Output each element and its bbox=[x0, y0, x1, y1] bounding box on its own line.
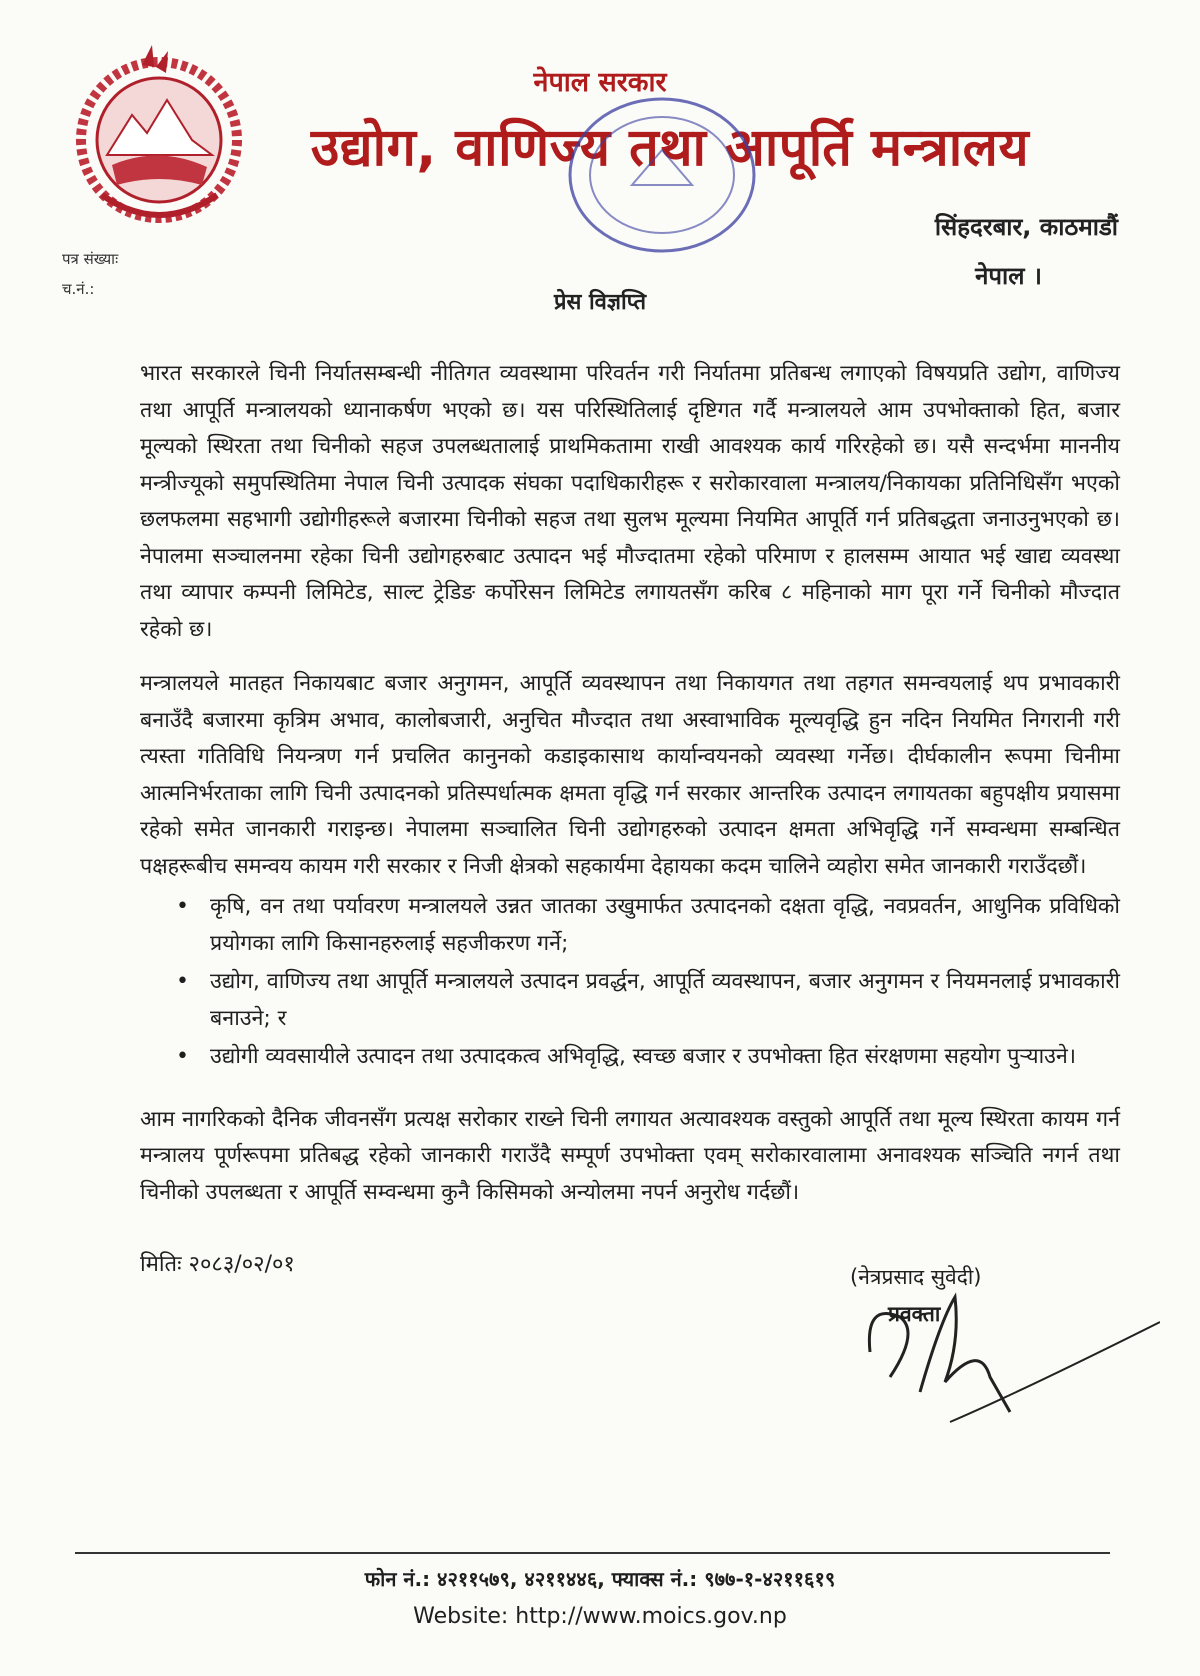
paragraph-2: मन्त्रालयले मातहत निकायबाट बजार अनुगमन, आपूर्ति व्यवस्थापन तथा निकायगत तथा तहगत समन्वयलाई थप प्रभावकारी बनाउँदै बजारमा कृत्रिम अभाव, कालोबजारी, अनुचित मौज्दात तथा अस्वाभाविक मूल्यवृद्धि हुन नदिन नियमित निगरानी गरी त्यस्ता गतिविधि नियन्त्रण गर्न प्रचलित कानुनको कडाइकासाथ कार्यान्वयनको व्यवस्था गर्नेछ। दीर्घकालीन रूपमा चिनीमा आत्मनिर्भरताका लागि चिनी उत्पादनको प्रतिस्पर्धात्मक क्षमता वृद्धि गर्न सरकार आन्तरिक उत्पादन लगायतका बहुपक्षीय प्रयासमा रहेको समेत जानकारी गराइन्छ। नेपालमा सञ्चालित चिनी उद्योगहरुको उत्पादन क्षमता अभिवृद्धि गर्ने सम्वन्धमा सम्बन्धित पक्षहरूबीच समन्वय कायम गरी सरकार र निजी क्षेत्रको सहकार्यमा देहायका कदम चालिने व्यहोरा समेत जानकारी गराउँदछौं। bbox=[140, 671, 1120, 879]
address-line-1: सिंहदरबार, काठमाडौं bbox=[934, 213, 1118, 241]
paragraph-1: भारत सरकारले चिनी निर्यातसम्बन्धी नीतिगत व्यवस्थामा परिवर्तन गरी निर्यातमा प्रतिबन्ध लगाएको विषयप्रति उद्योग, वाणिज्य तथा आपूर्ति मन्त्रालयको ध्यानाकर्षण भएको छ। यस परिस्थितिलाई दृष्टिगत गर्दै मन्त्रालयले आम उपभोक्ताको हित, बजार मूल्यको स्थिरता तथा चिनीको सहज उपलब्धतालाई प्राथमिकतामा राखी आवश्यक कार्य गरिरहेको छ। यसै सन्दर्भमा माननीय मन्त्रीज्यूको समुपस्थितिमा नेपाल चिनी उत्पादक संघका पदाधिकारीहरू र सरोकारवाला मन्त्रालय/निकायका प्रतिनिधिसँग भएको छलफलमा सहभागी उद्योगीहरूले बजारमा चिनीको सहज तथा सुलभ मूल्यमा नियमित आपूर्ति गर्न प्रतिबद्धता जनाउनुभएको छ। नेपालमा सञ्चालनमा रहेका चिनी उद्योगहरुबाट उत्पादन भई मौज्दातमा रहेको परिमाण र हालसम्म आयात भई खाद्य व्यवस्था तथा व्यापार कम्पनी लिमिटेड, साल्ट ट्रेडिङ कर्पोरेसन लिमिटेड लगायतसँग करिब ८ महिनाको माग पूरा गर्ने चिनीको मौज्दात रहेको छ। bbox=[140, 361, 1120, 642]
letter-number-label: पत्र संख्याः bbox=[62, 250, 119, 268]
list-item: • कृषि, वन तथा पर्यावरण मन्त्रालयले उन्नत जातका उखुमार्फत उत्पादनको दक्षता वृद्धि, नवप्रवर्तन, आधुनिक प्रविधिको प्रयोगका लागि किसानहरुलाई सहजीकरण गर्ने; bbox=[140, 889, 1120, 962]
address-line-2: नेपाल । bbox=[975, 262, 1042, 290]
signer-title: प्रवक्ता bbox=[888, 1302, 941, 1326]
list-item: • उद्योगी व्यवसायीले उत्पादन तथा उत्पादकत्व अभिवृद्धि, स्वच्छ बजार र उपभोक्ता हित संरक्षणमा सहयोग पुऱ्याउने। bbox=[140, 1039, 1120, 1076]
paragraph-3: आम नागरिकको दैनिक जीवनसँग प्रत्यक्ष सरोकार राख्ने चिनी लगायत अत्यावश्यक वस्तुको आपूर्ति तथा मूल्य स्थिरता कायम गर्न मन्त्रालय पूर्णरूपमा प्रतिबद्ध रहेको जानकारी गराउँदै सम्पूर्ण उपभोक्ता एवम् सरोकारवालामा अनावश्यक सञ्चिति नगर्न तथा चिनीको उपलब्धता र आपूर्ति सम्वन्धमा कुनै किसिमको अन्योलमा नपर्न अनुरोध गर्दछौं। bbox=[140, 1106, 1120, 1205]
footer-contact: फोन नं.: ४२११५७९, ४२११४४६, फ्याक्स नं.: ९७७-१-४२११६१९ bbox=[364, 1567, 836, 1591]
ministry-seal-icon bbox=[562, 90, 762, 260]
signer-name: (नेत्रप्रसाद सुवेदी) bbox=[850, 1265, 982, 1289]
list-item: • उद्योग, वाणिज्य तथा आपूर्ति मन्त्रालयले उत्पादन प्रवर्द्धन, आपूर्ति व्यवस्थापन, बजार अनुगमन र नियमनलाई प्रभावकारी बनाउने; र bbox=[140, 964, 1120, 1037]
dispatch-number-label: च.नं.: bbox=[62, 280, 95, 298]
footer-website: Website: http://www.moics.gov.np bbox=[413, 1604, 787, 1629]
document-title: प्रेस विज्ञप्ति bbox=[553, 290, 647, 315]
issue-date: मितिः २०८३/०२/०१ bbox=[140, 1252, 295, 1277]
government-name: नेपाल सरकार bbox=[533, 67, 667, 98]
ministry-name: उद्योग, वाणिज्य तथा आपूर्ति मन्त्रालय bbox=[310, 118, 1030, 178]
press-release-body bbox=[140, 356, 1120, 1229]
action-list bbox=[140, 889, 1120, 1076]
footer-divider bbox=[75, 1552, 1110, 1554]
